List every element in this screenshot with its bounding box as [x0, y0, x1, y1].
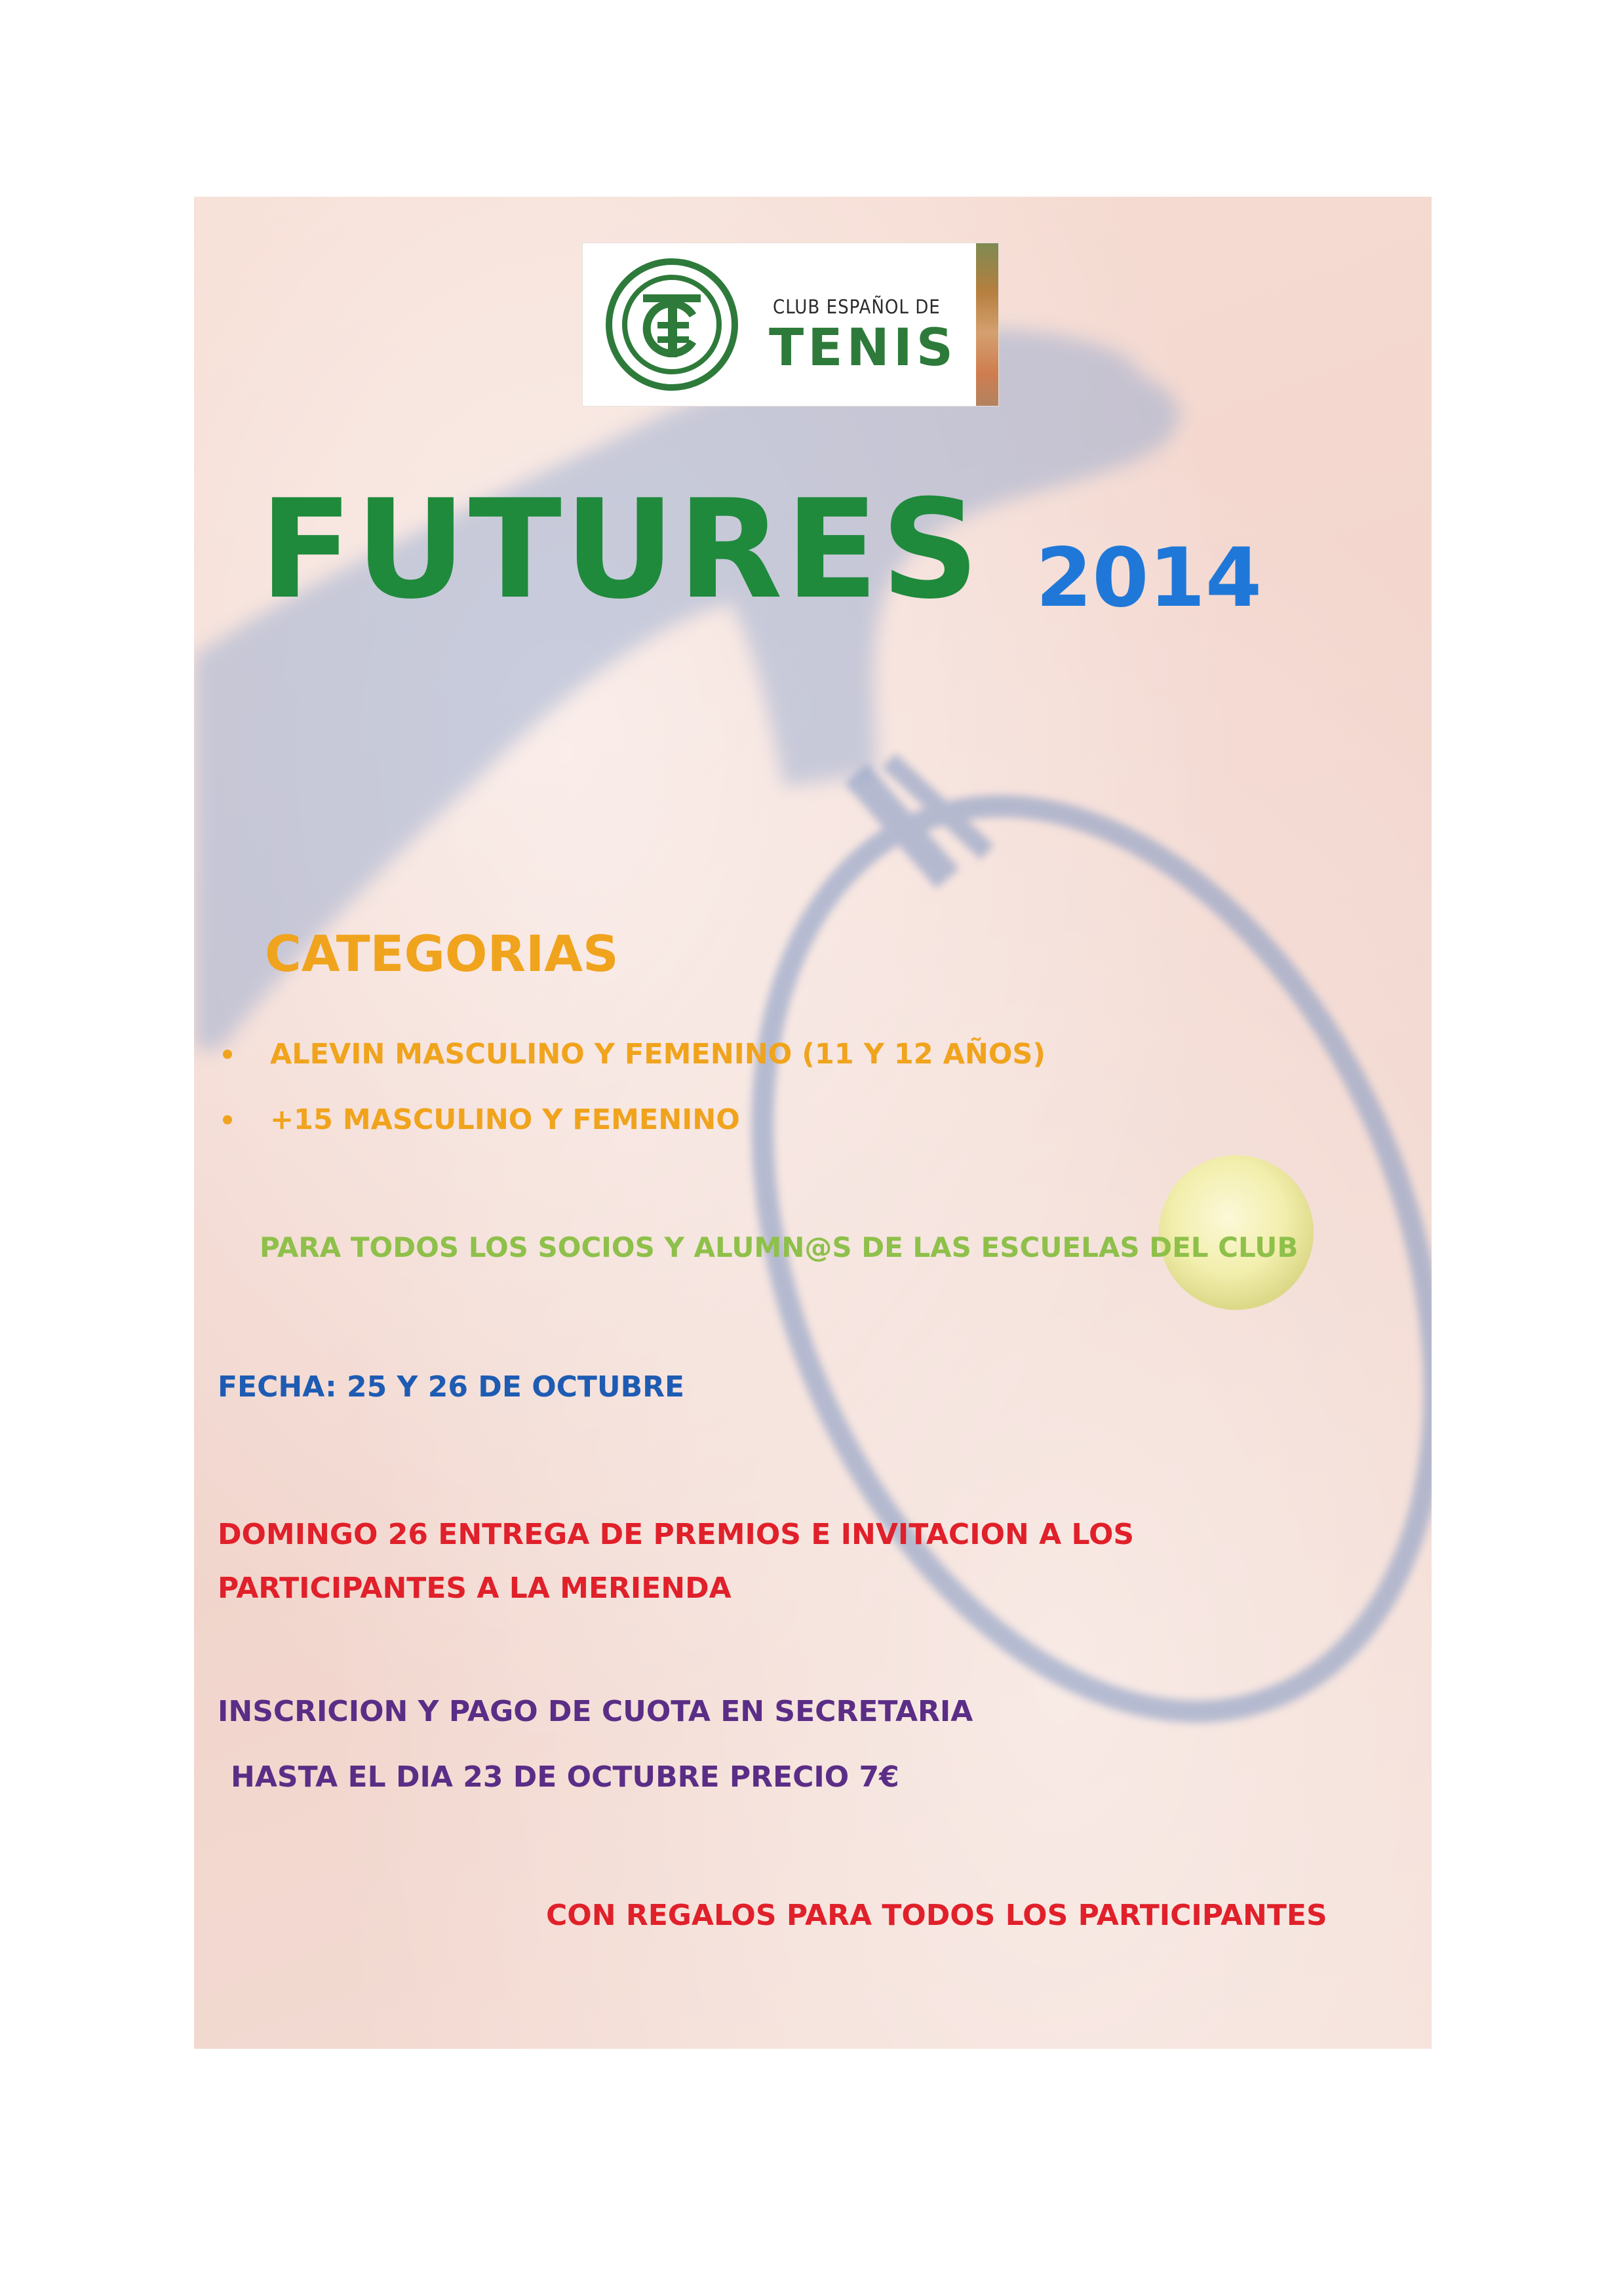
categorias-heading: CATEGORIAS — [265, 924, 619, 983]
inscripcion-line1: INSCRICION Y PAGO DE CUOTA EN SECRETARIA — [218, 1695, 973, 1728]
bullet-icon — [223, 1115, 232, 1124]
club-name-line2: TENIS — [769, 319, 957, 378]
categoria-plus15: +15 MASCULINO Y FEMENINO — [270, 1103, 740, 1136]
categoria-alevin: ALEVIN MASCULINO Y FEMENINO (11 Y 12 AÑOS) — [270, 1038, 1046, 1071]
logo-photo-strip — [976, 243, 998, 406]
domingo-text — [218, 1508, 1134, 1615]
list-item — [223, 1087, 1046, 1153]
poster — [194, 197, 1432, 2049]
club-name-line1: CLUB ESPAÑOL DE — [773, 296, 941, 318]
club-logo — [582, 243, 999, 406]
bullet-icon — [223, 1050, 232, 1059]
list-item — [223, 1021, 1046, 1087]
eligibility-text: PARA TODOS LOS SOCIOS Y ALUMN@S DE LAS ESCUELAS DEL CLUB — [260, 1231, 1299, 1263]
regalos-text: CON REGALOS PARA TODOS LOS PARTICIPANTES — [546, 1899, 1327, 1932]
title-year: 2014 — [1036, 531, 1262, 625]
domingo-line2: PARTICIPANTES A LA MERIENDA — [218, 1572, 732, 1605]
fecha-text: FECHA: 25 Y 26 DE OCTUBRE — [218, 1370, 685, 1404]
title-futures: FUTURES — [260, 471, 982, 629]
club-emblem-icon — [605, 258, 739, 391]
inscripcion-line2: HASTA EL DIA 23 DE OCTUBRE PRECIO 7€ — [231, 1760, 899, 1794]
categorias-list — [223, 1021, 1046, 1153]
domingo-line1: DOMINGO 26 ENTREGA DE PREMIOS E INVITACION A LOS — [218, 1518, 1135, 1551]
